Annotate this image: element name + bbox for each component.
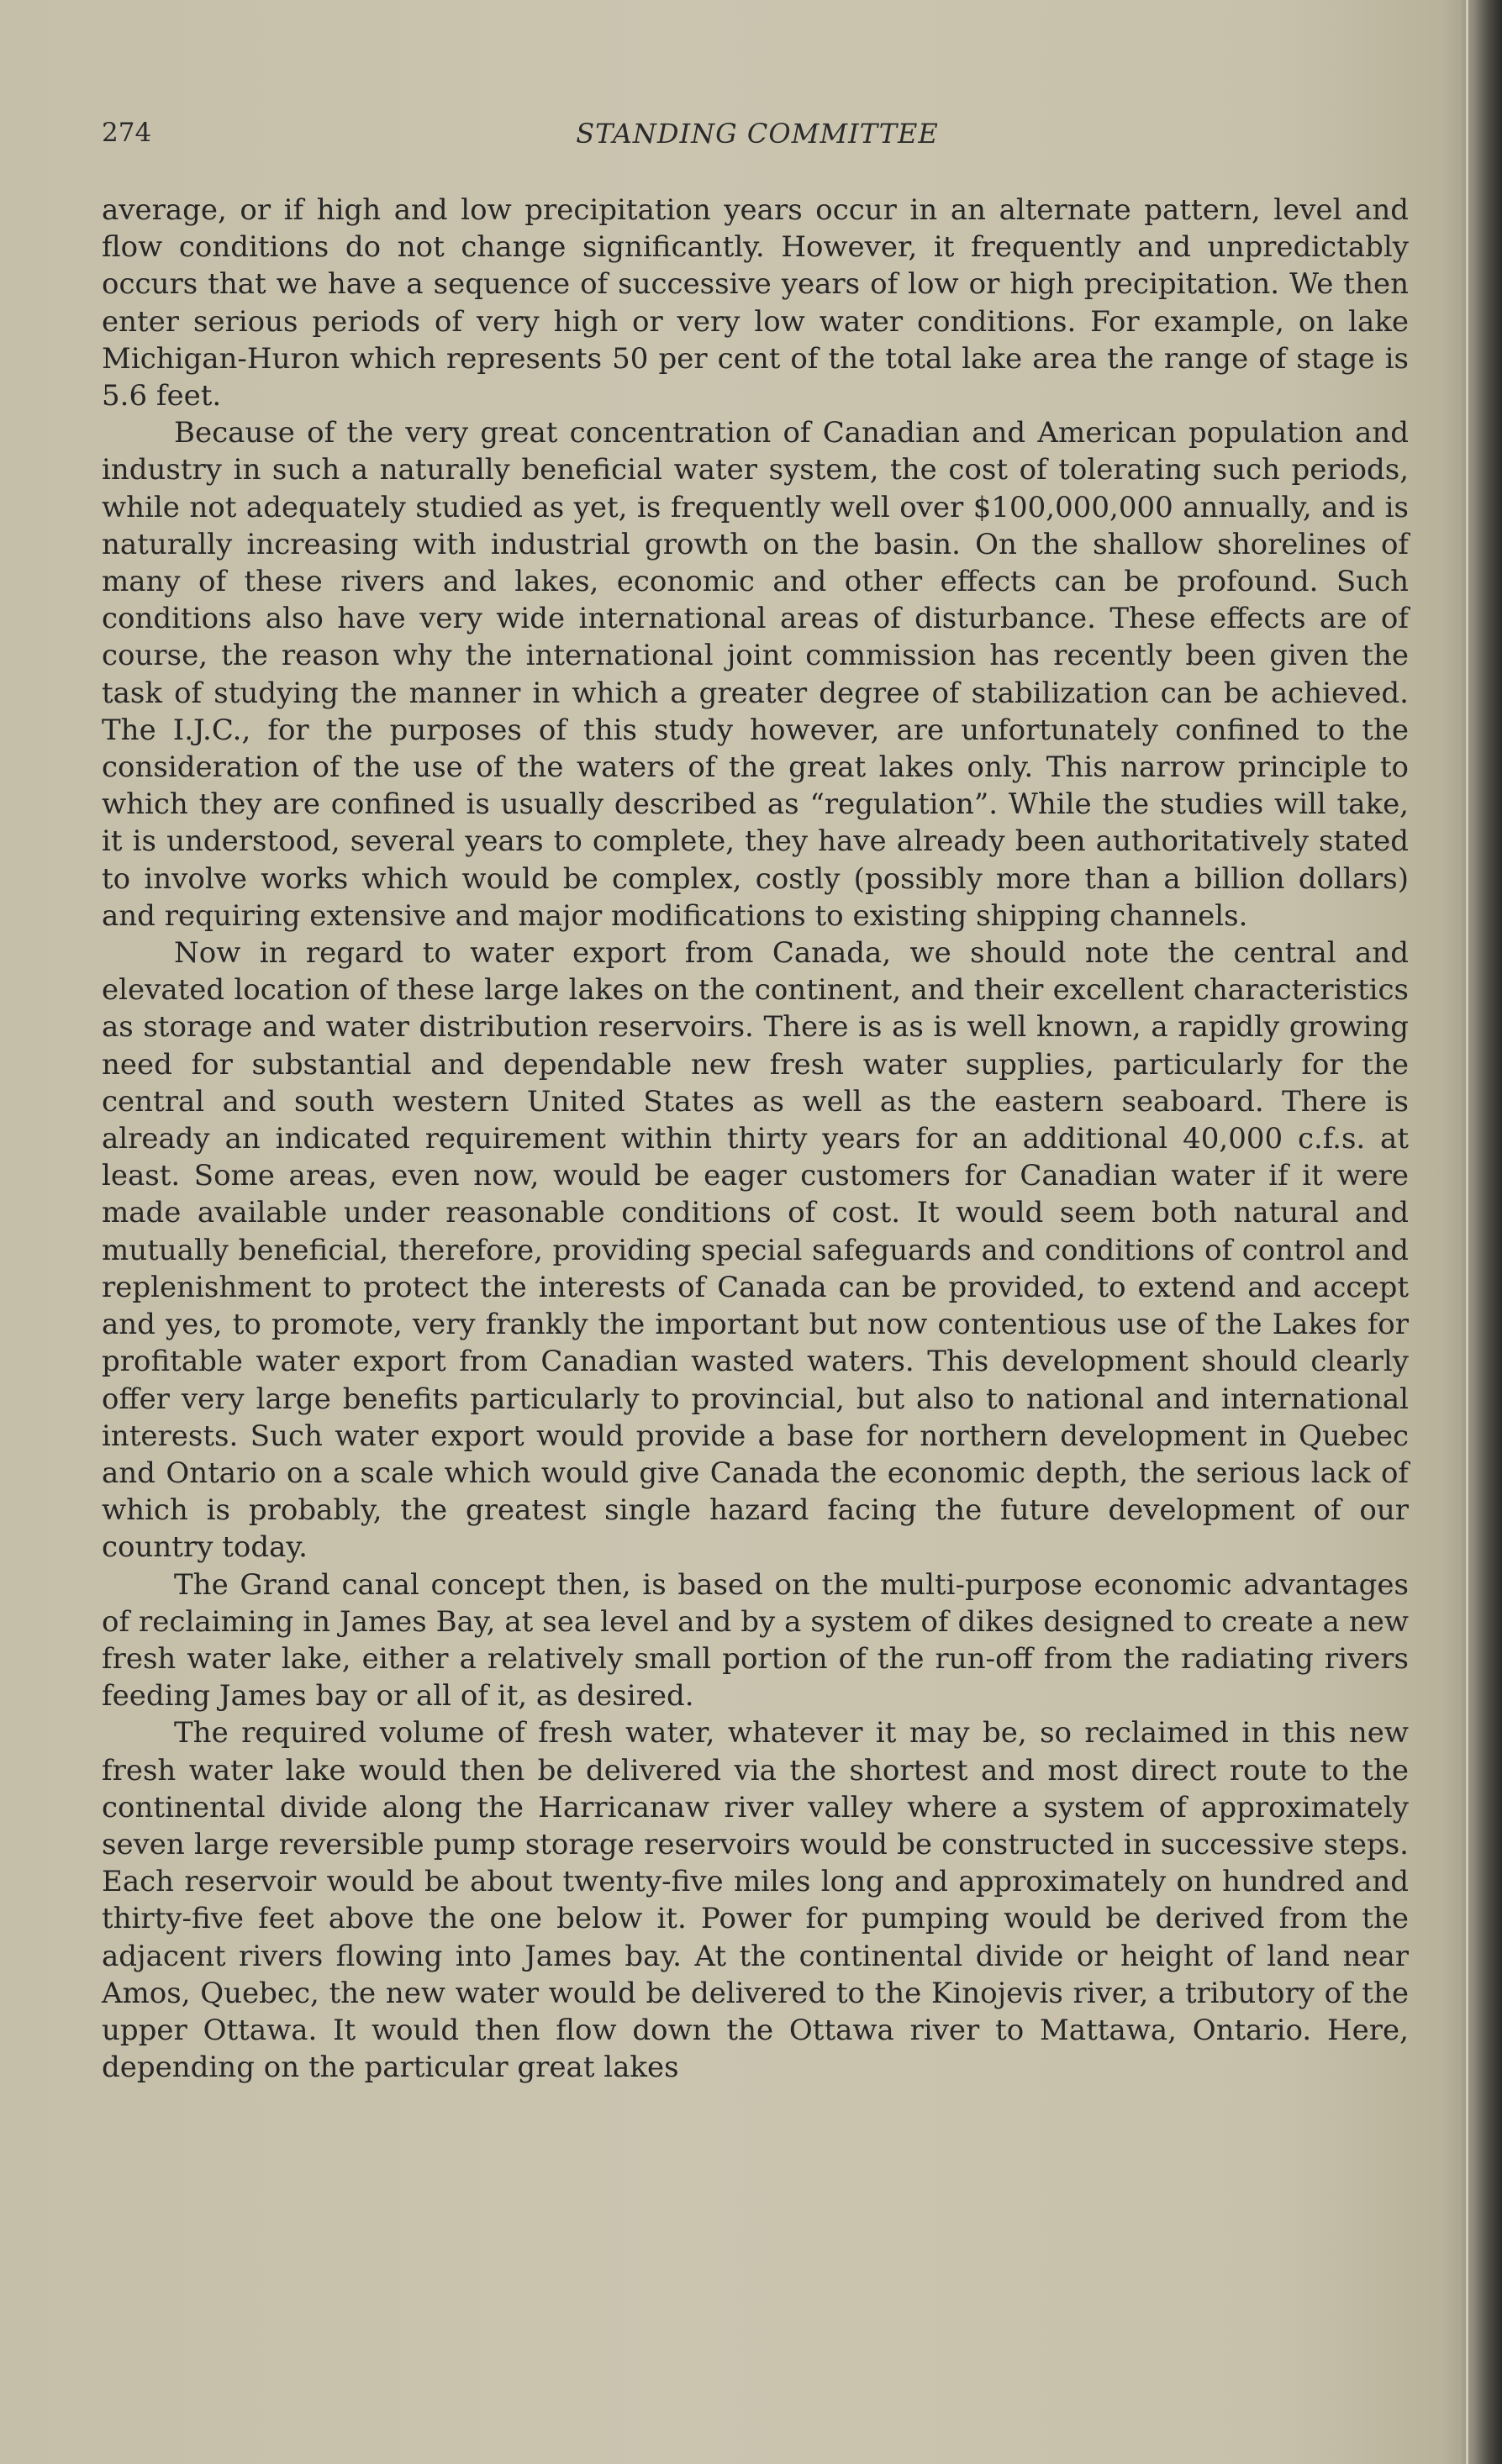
page-number: 274 [102, 118, 152, 148]
paragraph-cost-of-periods: Because of the very great concentration of Canadian and American population and industry in such a naturally beneficial water system, the cost of tolerating such periods, while not adequately studied as yet, is frequently well over $100,000,000 annually, and is naturally increasing with industrial growth on the basin. On the shallow shorelines of many of these rivers and lakes, economic and other effects can be profound. Such conditions also have very wide international areas of disturbance. These effects are of course, the reason why the international joint commission has recently been given the task of studying the manner in which a greater degree of stabilization can be achieved. The I.J.C., for the purposes of this study however, are unfortunately confined to the consideration of the use of the waters of the great lakes only. This narrow principle to which they are confined is usually described as “regulation”. While the studies will take, it is understood, several years to complete, they have already been authoritatively stated to involve works which would be complex, costly (possibly more than a billion dollars) and requiring extensive and major modifications to existing shipping channels. [102, 416, 1409, 933]
page-edge-highlight [1466, 0, 1468, 2464]
book-binding-edge [1458, 0, 1502, 2464]
paragraph-continued: average, or if high and low precipitation years occur in an alternate pattern, level and flow conditions do not change significantly. However, it frequently and unpredictably occurs that we have a sequence of successive years of low or high precipitation. We then enter serious periods of very high or very low water conditions. For example, on lake Michigan-Huron which represents 50 per cent of the total lake area the range of stage is 5.6 feet. [102, 193, 1409, 413]
body-text [102, 192, 1409, 2086]
paragraph-water-export: Now in regard to water export from Canada, we should note the central and elevated location of these large lakes on the continent, and their excellent characteristics as storage and water distribution reservoirs. There is as is well known, a rapidly growing need for substantial and dependable new fresh water supplies, particularly for the central and south western United States as well as the eastern seaboard. There is already an indicated requirement within thirty years for an additional 40,000 c.f.s. at least. Some areas, even now, would be eager customers for Canadian water if it were made available under reasonable conditions of cost. It would seem both natural and mutually beneficial, therefore, providing special safeguards and conditions of control and replenishment to protect the interests of Canada can be provided, to extend and accept and yes, to promote, very frankly the important but now contentious use of the Lakes for profitable water export from Canadian wasted waters. This development should clearly offer very large benefits particularly to provincial, but also to national and international interests. Such water export would provide a base for northern development in Quebec and Ontario on a scale which would give Canada the economic depth, the serious lack of which is probably, the greatest single hazard facing the future development of our country today. [102, 936, 1409, 1565]
running-head-title: STANDING COMMITTEE [576, 118, 939, 150]
paragraph-required-volume: The required volume of fresh water, whatever it may be, so reclaimed in this new fresh water lake would then be delivered via the shortest and most direct route to the continental divide along the Harricanaw river valley where a system of approximately seven large reversible pump storage reservoirs would be constructed in successive steps. Each reservoir would be about twenty-five miles long and approximately on hundred and thirty-five feet above the one below it. Power for pumping would be derived from the adjacent rivers flowing into James bay. At the continental divide or height of land near Amos, Quebec, the new water would be delivered to the Kinojevis river, a tributory of the upper Ottawa. It would then flow down the Ottawa river to Mattawa, Ontario. Here, depending on the particular great lakes [102, 1716, 1409, 2085]
paragraph-grand-canal: The Grand canal concept then, is based on the multi-purpose economic advantages of reclaiming in James Bay, at sea level and by a system of dikes designed to create a new fresh water lake, either a relatively small portion of the run-off from the radiating rivers feeding James bay or all of it, as desired. [102, 1567, 1409, 1714]
running-header [102, 118, 1413, 160]
